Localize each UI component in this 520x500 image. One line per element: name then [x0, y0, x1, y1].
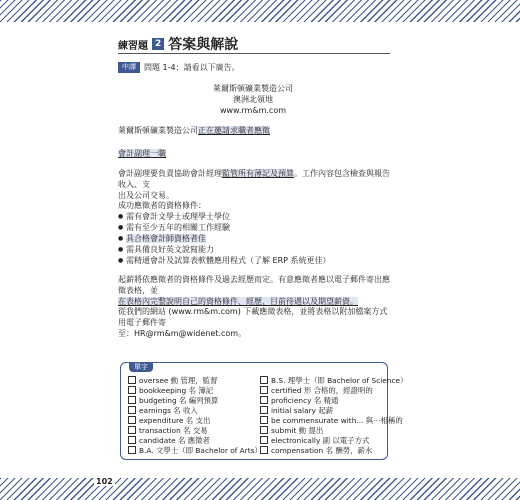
intro-paragraph [118, 125, 390, 136]
salary-text-line2: 在表格內完整說明自己的資格條件、經歷、目前待遇以及期望薪資。 [118, 297, 358, 306]
checkbox-icon [260, 386, 268, 394]
checkbox-icon [128, 396, 136, 404]
vocab-text: transaction 名 交易 [139, 426, 208, 435]
duties-text-rest: 。工作內容包含檢查與報告收入、支 [118, 169, 390, 189]
vocab-item[interactable] [260, 386, 388, 396]
checkbox-icon [260, 426, 268, 434]
intro-text: 萊爾斯頓礦業製造公司 [118, 126, 198, 135]
checkbox-icon [128, 376, 136, 384]
vocab-item[interactable] [260, 396, 388, 406]
vocab-text: oversee 動 管理，監督 [139, 376, 218, 385]
contact-text-line1: 從我們的網站 (www.rm&m.com) 下載應徵表格，並將表格以附加檔案方式用電子郵件寄 [118, 307, 388, 327]
vocab-text: compensation 名 酬勞，薪水 [271, 446, 373, 455]
vocab-item[interactable] [128, 416, 256, 426]
checkbox-icon [128, 386, 136, 394]
heading-divider [118, 53, 390, 54]
vocab-text: B.S. 理學士（即 Bachelor of Science） [271, 376, 408, 385]
contact-paragraph [118, 306, 390, 339]
page-title: 答案與解說 [168, 37, 239, 53]
vocab-text: bookkeeping 名 簿記 [139, 386, 214, 395]
requirements-list [118, 211, 390, 266]
vocab-item[interactable] [128, 446, 262, 456]
vocab-text: submit 動 提出 [271, 426, 324, 435]
vocabulary-label: 單字 [129, 362, 153, 372]
vocab-item[interactable] [128, 406, 256, 416]
page-heading [118, 34, 238, 54]
bottom-hatch-border [0, 478, 520, 500]
intro-highlight: 正在邀請求職者應徵 [198, 126, 270, 135]
requirement-item: ● 需有會計文學士或理學士學位 [118, 211, 390, 222]
question-line [118, 62, 240, 73]
vocab-item[interactable] [128, 426, 256, 436]
vocab-text: electronically 副 以電子方式 [271, 436, 370, 445]
page-number: 102 [96, 477, 113, 486]
vocab-text: B.A. 文學士（即 Bachelor of Arts） [139, 446, 262, 455]
vocab-item[interactable] [128, 386, 256, 396]
exercise-number-badge: 2 [152, 38, 164, 50]
vocab-text: proficiency 名 精通 [271, 396, 339, 405]
checkbox-icon [260, 436, 268, 444]
company-location: 澳洲北領地 [233, 95, 273, 104]
checkbox-icon [128, 436, 136, 444]
checkbox-icon [128, 406, 136, 414]
vocab-item[interactable] [260, 376, 408, 386]
requirements-section [118, 200, 390, 266]
translation-badge: 中譯 [118, 62, 140, 73]
vocab-text: expenditure 名 支出 [139, 416, 211, 425]
checkbox-icon [260, 406, 268, 414]
requirement-item: ● 需具備良好英文說寫能力 [118, 244, 390, 255]
duties-text: 會計副理要負責協助會計經理 [118, 169, 222, 178]
checkbox-icon [260, 416, 268, 424]
duties-highlight: 監管所有薄記及預算 [222, 169, 294, 178]
duties-text-line2: 出及公司交易。 [118, 191, 174, 200]
checkbox-icon [260, 376, 268, 384]
duties-paragraph [118, 168, 390, 201]
vocab-item[interactable] [260, 426, 388, 436]
vocab-text: earnings 名 收入 [139, 406, 198, 415]
requirement-item: ● 需精通會計及試算表軟體應用程式（了解 ERP 系統更佳） [118, 255, 390, 266]
job-title-text: 會計副理一職 [118, 149, 166, 158]
salary-paragraph [118, 274, 390, 307]
checkbox-icon [128, 426, 136, 434]
vocab-item[interactable] [128, 376, 256, 386]
vocab-item[interactable] [260, 446, 388, 456]
vocabulary-box [120, 362, 408, 460]
contact-text-line2: 至：HR@rm&m@widenet.com。 [118, 329, 247, 338]
vocab-text: be commensurate with... 與⋯相稱的 [271, 416, 403, 425]
vocab-item[interactable] [260, 436, 388, 446]
vocab-item[interactable] [128, 396, 256, 406]
exercise-label: 練習題 [118, 40, 148, 52]
vocab-text: candidate 名 應徵者 [139, 436, 210, 445]
requirement-highlight: 具合格會計師資格者佳 [126, 234, 206, 243]
question-text: 問題 1-4：請看以下廣告。 [144, 63, 240, 72]
checkbox-icon [128, 446, 136, 454]
company-url: www.rm&m.com [219, 106, 287, 115]
vocabulary-right-column [260, 376, 408, 456]
vocabulary-left-column [128, 376, 262, 456]
company-header [118, 83, 388, 116]
job-title [118, 148, 390, 159]
requirement-item: ● 需有至少五年的相關工作經驗 [118, 222, 390, 233]
vocab-text: initial salary 起薪 [271, 406, 334, 415]
checkbox-icon [128, 416, 136, 424]
top-hatch-border [0, 0, 520, 22]
requirement-item [118, 233, 390, 244]
requirements-title: 成功應徵者的資格條件： [118, 201, 206, 210]
vocab-item[interactable] [260, 416, 403, 426]
vocab-item[interactable] [128, 436, 256, 446]
salary-text-line1: 起薪將依應徵者的資格條件及過去經歷而定。有意應徵者應以電子郵件寄出應徵表格，並 [118, 275, 390, 295]
vocab-text: certified 形 合格的，經證明的 [271, 386, 373, 395]
vocab-item[interactable] [260, 406, 388, 416]
checkbox-icon [260, 446, 268, 454]
checkbox-icon [260, 396, 268, 404]
vocab-text: budgeting 名 編列預算 [139, 396, 219, 405]
company-name: 萊爾斯頓礦業製造公司 [213, 84, 293, 93]
